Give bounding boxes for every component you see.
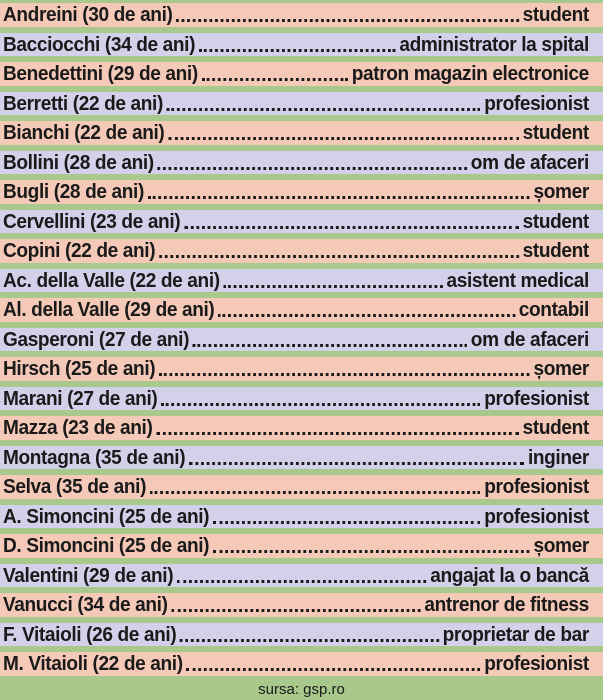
player-name: Bollini (28 de ani) bbox=[3, 150, 154, 174]
dot-leader bbox=[148, 477, 482, 497]
row-line bbox=[3, 385, 589, 413]
dot-leader bbox=[174, 5, 520, 25]
player-occupation: proprietar de bar bbox=[442, 622, 589, 646]
list-item bbox=[0, 561, 603, 591]
list-item bbox=[0, 649, 603, 679]
row-line bbox=[3, 650, 589, 678]
dot-leader bbox=[191, 330, 469, 350]
row-line bbox=[3, 562, 589, 590]
list-item bbox=[0, 0, 603, 30]
player-name: Montagna (35 de ani) bbox=[3, 445, 186, 469]
player-name: Cervellini (23 de ani) bbox=[3, 209, 181, 233]
player-name: Mazza (23 de ani) bbox=[3, 416, 153, 439]
row-line bbox=[3, 60, 589, 88]
row-line bbox=[3, 326, 589, 354]
list-item bbox=[0, 236, 603, 266]
list-item bbox=[0, 413, 603, 443]
row-line bbox=[3, 267, 589, 295]
player-name: Copini (22 de ani) bbox=[3, 239, 156, 262]
player-name: A. Simoncini (25 de ani) bbox=[3, 504, 210, 528]
player-name: Bacciocchi (34 de ani) bbox=[3, 32, 196, 56]
row-line bbox=[3, 149, 589, 177]
dot-leader bbox=[157, 241, 521, 261]
dot-leader bbox=[197, 35, 398, 55]
row-line bbox=[3, 621, 589, 649]
player-name: Marani (27 de ani) bbox=[3, 386, 158, 410]
list-item bbox=[0, 59, 603, 89]
player-name: Al. della Valle (29 de ani) bbox=[3, 298, 215, 321]
dot-leader bbox=[156, 153, 469, 173]
dot-leader bbox=[165, 94, 483, 114]
row-line bbox=[3, 1, 589, 29]
player-occupation: student bbox=[522, 416, 589, 439]
list-item bbox=[0, 590, 603, 620]
list-item bbox=[0, 443, 603, 473]
dot-leader bbox=[211, 536, 532, 556]
dot-leader bbox=[157, 359, 532, 379]
list-item bbox=[0, 207, 603, 237]
player-occupation: om de afaceri bbox=[470, 150, 589, 174]
row-line bbox=[3, 444, 589, 472]
row-line bbox=[3, 119, 589, 147]
dot-leader bbox=[182, 212, 521, 232]
player-occupation: inginer bbox=[527, 445, 589, 469]
player-occupation: profesionist bbox=[484, 504, 589, 528]
player-occupation: șomer bbox=[533, 534, 589, 557]
dot-leader bbox=[166, 123, 521, 143]
player-name: Berretti (22 de ani) bbox=[3, 91, 163, 115]
row-line bbox=[3, 473, 589, 501]
row-line bbox=[3, 208, 589, 236]
dot-leader bbox=[187, 448, 526, 468]
player-occupation: șomer bbox=[533, 357, 589, 380]
player-name: F. Vitaioli (26 de ani) bbox=[3, 622, 177, 646]
player-occupation: patron magazin electronice bbox=[351, 62, 589, 85]
list-item bbox=[0, 295, 603, 325]
player-name: Bugli (28 de ani) bbox=[3, 180, 144, 203]
player-occupation: șomer bbox=[533, 180, 589, 203]
list-item bbox=[0, 30, 603, 60]
list-item bbox=[0, 531, 603, 561]
player-name: Hirsch (25 de ani) bbox=[3, 357, 156, 380]
player-occupation: angajat la o bancă bbox=[430, 563, 589, 587]
player-occupation: student bbox=[522, 3, 589, 26]
player-name: Valentini (29 de ani) bbox=[3, 563, 174, 587]
dot-leader bbox=[185, 654, 483, 674]
dot-leader bbox=[154, 418, 521, 438]
dot-leader bbox=[146, 182, 532, 202]
player-name: Benedettini (29 de ani) bbox=[3, 62, 198, 85]
player-occupation: administrator la spital bbox=[399, 32, 589, 56]
list-item bbox=[0, 118, 603, 148]
player-occupation: profesionist bbox=[484, 91, 589, 115]
player-occupation: profesionist bbox=[484, 652, 589, 675]
row-line bbox=[3, 591, 589, 619]
list-item bbox=[0, 266, 603, 296]
list-item bbox=[0, 325, 603, 355]
dot-leader bbox=[159, 389, 482, 409]
dot-leader bbox=[222, 271, 445, 291]
player-occupation: profesionist bbox=[484, 475, 589, 498]
player-occupation: student bbox=[522, 239, 589, 262]
player-name: Gasperoni (27 de ani) bbox=[3, 327, 190, 351]
player-occupation: contabil bbox=[518, 298, 589, 321]
row-line bbox=[3, 503, 589, 531]
row-line bbox=[3, 178, 589, 206]
dot-leader bbox=[216, 300, 517, 320]
row-line bbox=[3, 90, 589, 118]
player-name: Ac. della Valle (22 de ani) bbox=[3, 268, 220, 292]
player-name: D. Simoncini (25 de ani) bbox=[3, 534, 210, 557]
list-item bbox=[0, 472, 603, 502]
dot-leader bbox=[175, 566, 428, 586]
source-credit: sursa: gsp.ro bbox=[258, 681, 345, 698]
dot-leader bbox=[178, 625, 441, 645]
dot-leader bbox=[211, 507, 482, 527]
row-line bbox=[3, 31, 589, 59]
list-item bbox=[0, 89, 603, 119]
list-item bbox=[0, 384, 603, 414]
row-line bbox=[3, 532, 589, 560]
list-item bbox=[0, 177, 603, 207]
player-occupation: profesionist bbox=[484, 386, 589, 410]
dot-leader bbox=[169, 595, 422, 615]
player-name: M. Vitaioli (22 de ani) bbox=[3, 652, 183, 675]
row-line bbox=[3, 237, 589, 265]
row-line bbox=[3, 355, 589, 383]
list-item bbox=[0, 354, 603, 384]
row-line bbox=[3, 296, 589, 324]
player-occupation: student bbox=[522, 209, 589, 233]
player-occupation: antrenor de fitness bbox=[424, 593, 589, 616]
row-line bbox=[3, 414, 589, 442]
player-name: Vanucci (34 de ani) bbox=[3, 593, 168, 616]
dot-leader bbox=[200, 64, 350, 84]
player-name: Andreini (30 de ani) bbox=[3, 3, 173, 26]
player-occupation: student bbox=[522, 121, 589, 144]
list-item bbox=[0, 620, 603, 650]
player-name: Bianchi (22 de ani) bbox=[3, 121, 165, 144]
player-occupation: om de afaceri bbox=[470, 327, 589, 351]
list-item bbox=[0, 502, 603, 532]
player-occupation: asistent medical bbox=[446, 268, 589, 292]
player-name: Selva (35 de ani) bbox=[3, 475, 147, 498]
list-item bbox=[0, 148, 603, 178]
